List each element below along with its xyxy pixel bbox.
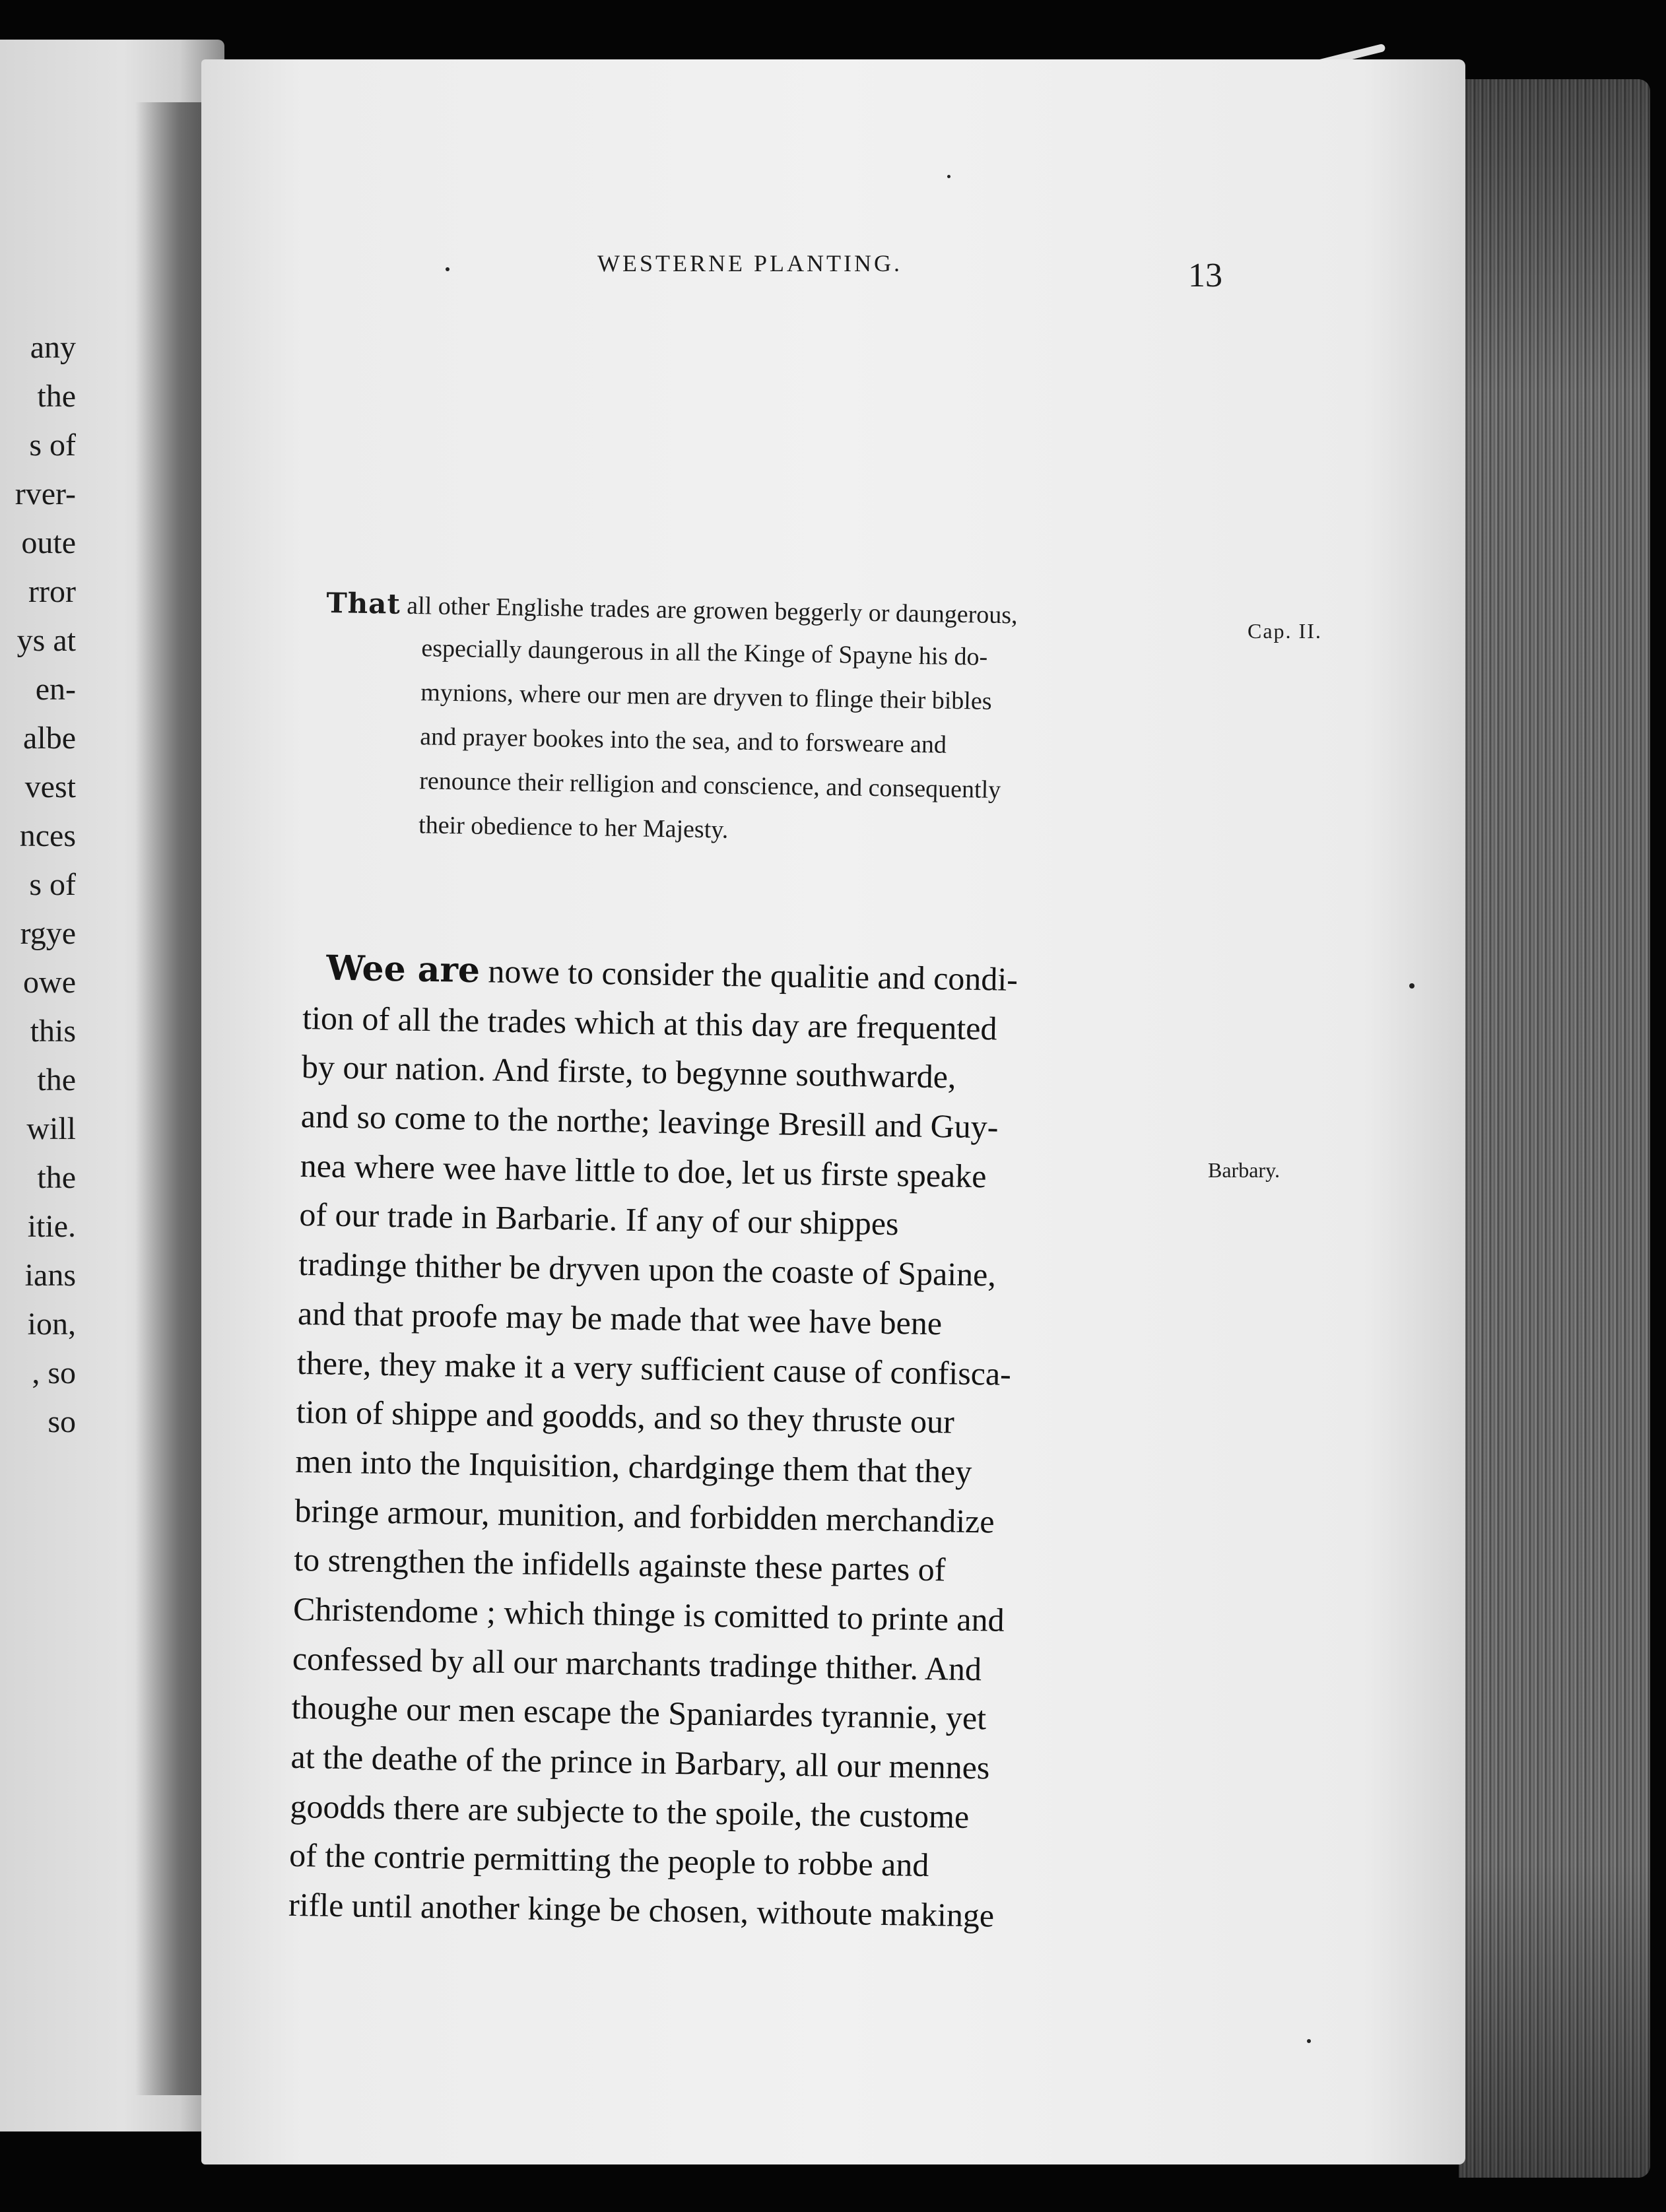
summary-line: especially daungerous in all the Kinge of Spayne his do- bbox=[421, 634, 988, 671]
body-line: at the deathe of the prince in Barbary, all our mennes bbox=[290, 1738, 990, 1786]
body-line: tion of shippe and goodds, and so they thruste our bbox=[296, 1393, 955, 1441]
body-line: Christendome ; which thinge is comitted to printe and bbox=[292, 1590, 1005, 1639]
body-paragraph bbox=[288, 944, 1426, 1947]
previous-page-line: s of bbox=[29, 428, 76, 463]
summary-line: renounce their relligion and conscience, and consequently bbox=[418, 767, 1001, 804]
summary-first-word: That bbox=[326, 586, 401, 620]
speck bbox=[446, 267, 450, 271]
summary-line: and prayer bookes into the sea, and to forsweare and bbox=[419, 723, 947, 759]
previous-page-fragment bbox=[0, 40, 224, 2131]
previous-page-line: will bbox=[26, 1111, 76, 1146]
body-line: goodds there are subjecte to the spoile, the custome bbox=[290, 1787, 970, 1835]
previous-page-line: , so bbox=[32, 1355, 76, 1390]
previous-page-line: ys at bbox=[17, 623, 76, 658]
body-opening-words: Wee are bbox=[325, 948, 481, 991]
body-line: of the contrie permitting the people to robbe and bbox=[288, 1837, 929, 1884]
margin-note-topic: Barbary. bbox=[1208, 1158, 1280, 1182]
previous-page-line: so bbox=[48, 1404, 76, 1439]
speck bbox=[947, 175, 950, 178]
book-page-edges bbox=[1459, 79, 1650, 2178]
previous-page-line: this bbox=[30, 1014, 76, 1049]
previous-page-line: itie. bbox=[27, 1209, 76, 1244]
body-line-text: nowe to consider the qualitie and condi- bbox=[488, 952, 1018, 998]
summary-line-text: all other Englishe trades are growen beggerly or daungerous, bbox=[406, 591, 1018, 630]
summary-line: mynions, where our men are dryven to flinge their bibles bbox=[420, 678, 992, 715]
previous-page-line: nces bbox=[19, 818, 76, 853]
page-number: 13 bbox=[1188, 257, 1222, 294]
previous-page-line: albe bbox=[23, 721, 76, 756]
summary-line: their obedience to her Majesty. bbox=[418, 811, 729, 844]
body-line: and that proofe may be made that wee have bene bbox=[297, 1294, 943, 1342]
previous-page-line: rgye bbox=[20, 916, 76, 951]
previous-page-line: rror bbox=[28, 574, 76, 609]
previous-page-line: the bbox=[37, 1062, 76, 1097]
previous-page-line: rver- bbox=[15, 476, 76, 511]
previous-page-line: oute bbox=[21, 525, 76, 560]
body-line: tion of all the trades which at this day are frequented bbox=[302, 998, 997, 1047]
body-line: bringe armour, munition, and forbidden merchandize bbox=[294, 1491, 995, 1540]
chapter-summary bbox=[323, 581, 1403, 863]
body-line: by our nation. And firste, to begynne southwarde, bbox=[301, 1048, 956, 1095]
body-line: nea where wee have little to doe, let us firste speake bbox=[300, 1146, 987, 1195]
previous-page-text-lines bbox=[0, 323, 76, 1447]
body-line: of our trade in Barbarie. If any of our shippes bbox=[299, 1196, 899, 1243]
previous-page-line: ion, bbox=[27, 1307, 76, 1342]
previous-page-line: vest bbox=[24, 769, 76, 804]
body-line: men into the Inquisition, chardginge them that they bbox=[295, 1442, 972, 1490]
body-line: thoughe our men escape the Spaniardes tyrannie, yet bbox=[291, 1689, 987, 1737]
body-line: there, they make it a very sufficient cause of confisca- bbox=[296, 1344, 1012, 1392]
previous-page-line: en- bbox=[35, 672, 76, 707]
speck bbox=[1409, 983, 1415, 989]
previous-page-line: ians bbox=[24, 1258, 76, 1293]
previous-page-line: s of bbox=[29, 867, 76, 902]
previous-page-line: any bbox=[30, 330, 76, 365]
body-line: rifle until another kinge be chosen, withoute makinge bbox=[288, 1885, 995, 1934]
body-line: tradinge thither be dryven upon the coaste of Spaine, bbox=[298, 1245, 997, 1293]
previous-page-line: owe bbox=[23, 965, 76, 1000]
speck bbox=[1307, 2039, 1311, 2043]
previous-page-line: the bbox=[37, 1160, 76, 1195]
body-line: and so come to the northe; leavinge Bresill and Guy- bbox=[300, 1097, 999, 1146]
margin-note-chapter: Cap. II. bbox=[1248, 619, 1322, 643]
running-title: WESTERNE PLANTING. bbox=[597, 250, 902, 276]
book-page bbox=[201, 59, 1465, 2164]
body-line: confessed by all our marchants tradinge thither. And bbox=[292, 1639, 982, 1687]
previous-page-line: the bbox=[37, 379, 76, 414]
body-line: to strengthen the infidells againste these partes of bbox=[293, 1541, 946, 1588]
